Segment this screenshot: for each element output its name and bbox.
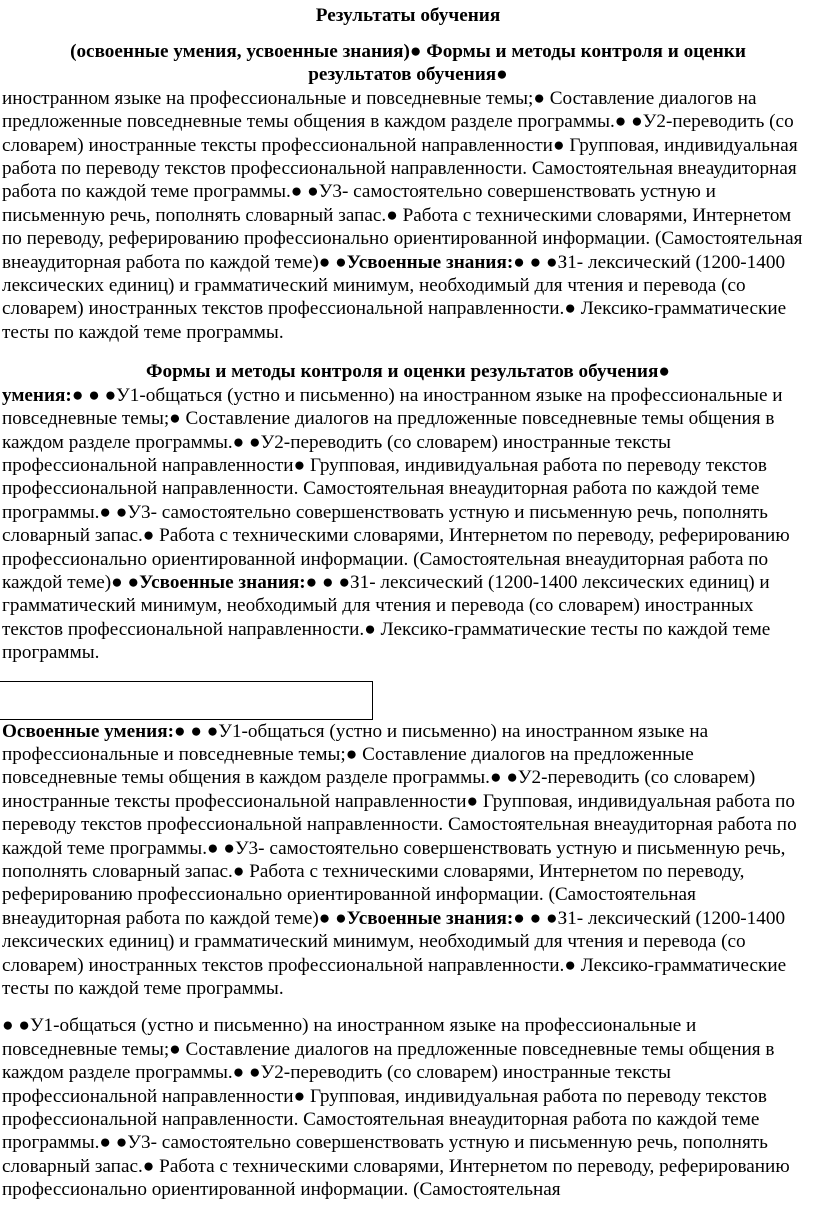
- paragraph-skills-block: [0, 384, 816, 665]
- bold-label-knowledge: Усвоенные знания:: [346, 907, 514, 929]
- empty-table-cell: [0, 681, 373, 720]
- paragraph-results-block: [0, 87, 816, 344]
- bold-label-knowledge: Усвоенные знания:: [346, 251, 514, 273]
- paragraph-text: ● ● ●У1-общаться (устно и письменно) на иностранном языке на профессиональные и повседневные темы;● Составление диалогов на предложенные повседневные темы общения в каждом разделе программы.● ●У2-переводить (со словарем) иностранные тексты профессиональной направленности● Групповая, индивидуальная работа по переводу текстов профессиональной направленности. Самостоятельная внеаудиторная работа по каждой теме программы.● ●У3- самостоятельно совершенствовать устную и письменную речь, пополнять словарный запас.● Работа с техническими словарями, Интернетом по переводу, реферированию профессионально ориентированной информации. (Самостоятельная внеаудиторная работа по каждой теме)● ●: [2, 384, 790, 593]
- paragraph-spacer: [0, 1000, 816, 1014]
- paragraph-text: ● ● ●З1- лексический (1200-1400 лексических единиц) и грамматический минимум, необходимый для чтения и перевода (со словарем) иностранных текстов профессиональной направленности.● Лексико-грамматические тесты по каждой теме программы.: [2, 251, 787, 343]
- paragraph-methods-block: [0, 1014, 816, 1201]
- page-title: Результаты обучения: [315, 5, 501, 26]
- paragraph-text: ● ● ●З1- лексический (1200-1400 лексических единиц) и грамматический минимум, необходимый для чтения и перевода (со словарем) иностранных текстов профессиональной направленности.● Лексико-грамматические тесты по каждой теме программы.: [2, 571, 771, 664]
- section-heading-control-methods: Формы и методы контроля и оценки результатов обучения●: [146, 361, 670, 383]
- bold-label-mastered-skills: Освоенные умения:: [2, 720, 174, 742]
- paragraph-text: ● ●У1-общаться (устно и письменно) на иностранном языке на профессиональные и повседневные темы;● Составление диалогов на предложенные повседневные темы общения в каждом разделе программы.● ●У2-переводить (со словарем) иностранные тексты профессиональной направленности● Групповая, индивидуальная работа по переводу текстов профессиональной направленности. Самостоятельная внеаудиторная работа по каждой теме программы.● ●У3- самостоятельно совершенствовать устную и письменную речь, пополнять словарный запас.● Работа с техническими словарями, Интернетом по переводу, реферированию профессионально ориентированной информации. (Самостоятельная: [2, 1015, 790, 1201]
- bold-label-knowledge: Усвоенные знания:: [139, 571, 306, 593]
- paragraph-text: ● ● ●З1- лексический (1200-1400 лексических единиц) и грамматический минимум, необходимый для чтения и перевода (со словарем) иностранных текстов профессиональной направленности.● Лексико-грамматические тесты по каждой теме программы.: [2, 907, 787, 1000]
- paragraph-text: иностранном языке на профессиональные и повседневные темы;● Составление диалогов на предложенные повседневные темы общения в каждом разделе программы.● ●У2-переводить (со словарем) иностранные тексты профессиональной направленности● Групповая, индивидуальная работа по переводу текстов профессиональной направленности. Самостоятельная внеаудиторная работа по каждой теме программы.● ●У3- самостоятельно совершенствовать устную и письменную речь, пополнять словарный запас.● Работа с техническими словарями, Интернетом по переводу, реферированию профессионально ориентированной информации. (Самостоятельная внеаудиторная работа по каждой теме)● ●: [2, 87, 803, 273]
- paragraph-text: ● ● ●У1-общаться (устно и письменно) на иностранном языке на профессиональные и повседневные темы;● Составление диалогов на предложенные повседневные темы общения в каждом разделе программы.● ●У2-переводить (со словарем) иностранные тексты профессиональной направленности● Групповая, индивидуальная работа по переводу текстов профессиональной направленности. Самостоятельная внеаудиторная работа по каждой теме программы.● ●У3- самостоятельно совершенствовать устную и письменную речь, пополнять словарный запас.● Работа с техническими словарями, Интернетом по переводу, реферированию профессионально ориентированной информации. (Самостоятельная внеаудиторная работа по каждой теме)● ●: [2, 720, 797, 929]
- bold-label-skills: умения:: [2, 384, 72, 406]
- page-subtitle: (освоенные умения, усвоенные знания)● Формы и методы контроля и оценки результатов обучения●: [70, 41, 746, 86]
- paragraph-mastered-skills-block: [0, 720, 816, 1001]
